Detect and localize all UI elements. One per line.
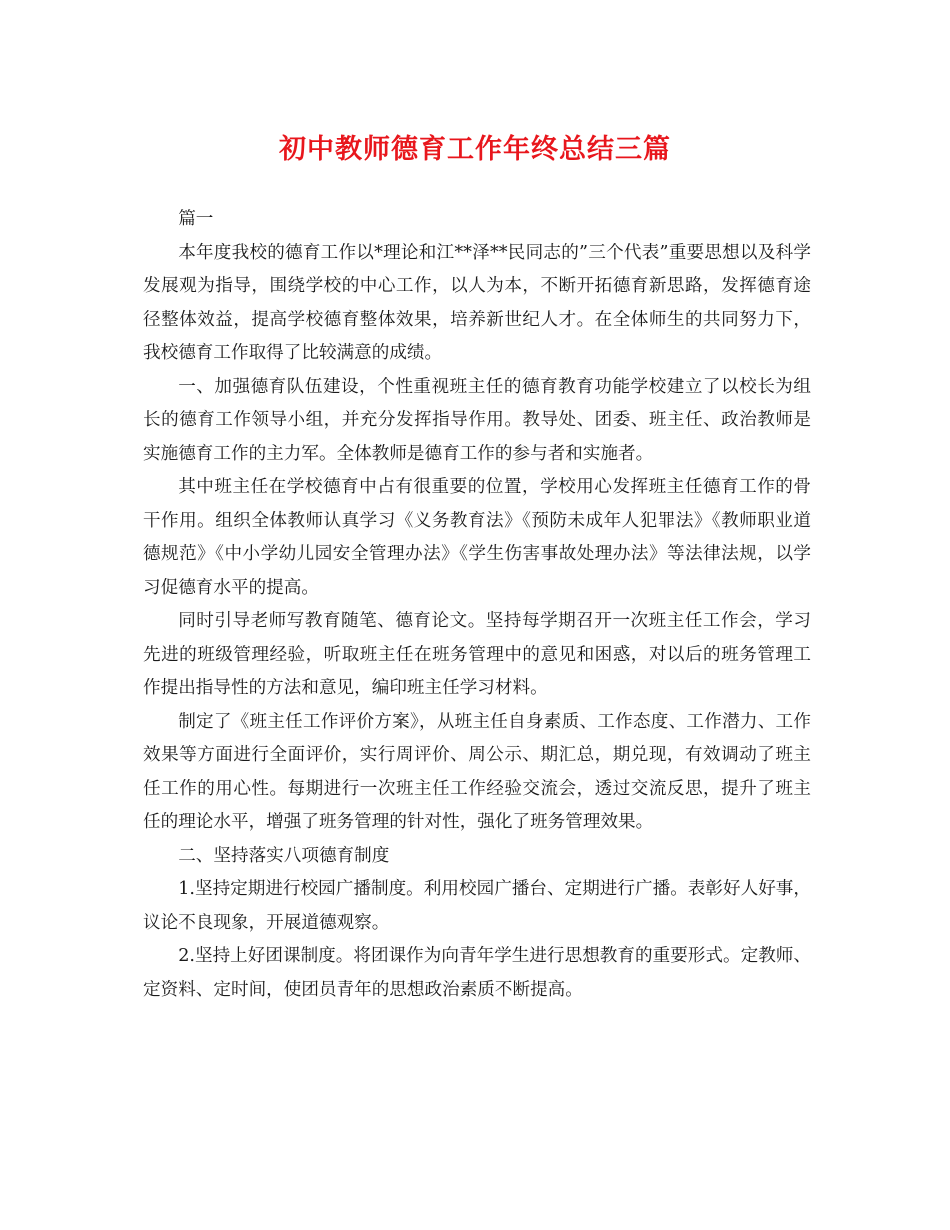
document-title: 初中教师德育工作年终总结三篇	[279, 134, 671, 165]
paragraph-head-teachers: 其中班主任在学校德育中占有很重要的位置，学校用心发挥班主任德育工作的骨干作用。组织全体教师认真学习《义务教育法》《预防未成年人犯罪法》《教师职业道德规范》《中小学幼儿园安全管理办法》《学生伤害事故处理办法》等法律法规，以学习促德育水平的提高。	[143, 477, 811, 598]
list-item: 2.坚持上好团课制度。将团课作为向青年学生进行思想教育的重要形式。定教师、定资料、定时间，使团员青年的思想政治素质不断提高。	[143, 946, 811, 1000]
paragraph-evaluation: 制定了《班主任工作评价方案》，从班主任自身素质、工作态度、工作潜力、工作效果等方面进行全面评价，实行周评价、周公示、期汇总，期兑现，有效调动了班主任工作的用心性。每期进行一次班主任工作经验交流会，透过交流反思，提升了班主任的理论水平，增强了班务管理的针对性，强化了班务管理效果。	[143, 711, 811, 832]
document-body	[143, 203, 811, 1007]
paragraph-intro: 本年度我校的德育工作以*理论和江**泽**民同志的”三个代表”重要思想以及科学发展观为指导，围绕学校的中心工作，以人为本，不断开拓德育新思路，发挥德育途径整体效益，提高学校德育整体效果，培养新世纪人才。在全体师生的共同努力下，我校德育工作取得了比较满意的成绩。	[143, 242, 811, 363]
section-label: 篇一	[178, 209, 214, 229]
paragraph-guidance: 同时引导老师写教育随笔、德育论文。坚持每学期召开一次班主任工作会，学习先进的班级管理经验，听取班主任在班务管理中的意见和困惑，对以后的班务管理工作提出指导性的方法和意见，编印班主任学习材料。	[143, 611, 811, 698]
paragraph-team-building: 一、加强德育队伍建设，个性重视班主任的德育教育功能学校建立了以校长为组长的德育工作领导小组，并充分发挥指导作用。教导处、团委、班主任、政治教师是实施德育工作的主力军。全体教师是德育工作的参与者和实施者。	[143, 376, 811, 464]
list-item: 1.坚持定期进行校园广播制度。利用校园广播台、定期进行广播。表彰好人好事，议论不良现象，开展道德观察。	[143, 879, 811, 933]
section-heading: 二、坚持落实八项德育制度	[178, 845, 390, 866]
